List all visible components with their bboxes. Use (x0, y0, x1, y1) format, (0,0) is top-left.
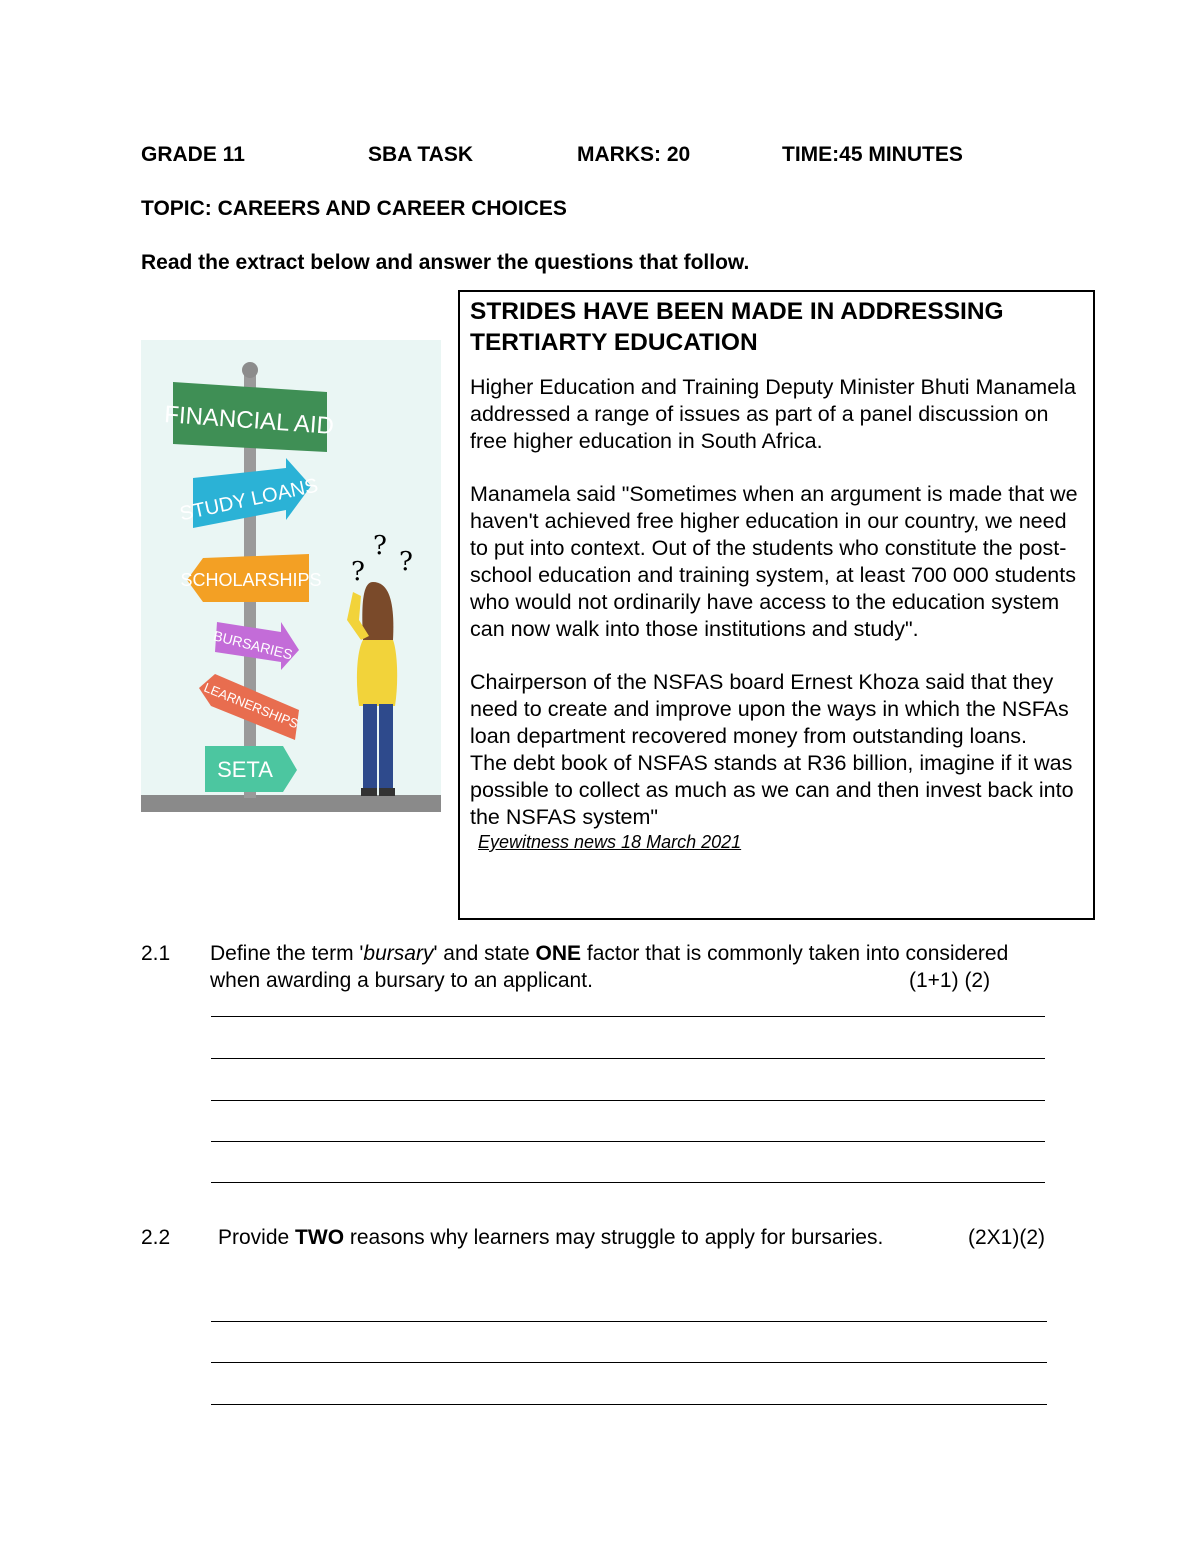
question-marks: (2X1)(2) (968, 1226, 1046, 1249)
sign-text: FINANCIAL AID (163, 401, 335, 440)
question-2-2-text (218, 1224, 978, 1251)
grade-label: GRADE 11 (141, 143, 245, 166)
answer-line[interactable] (211, 1404, 1047, 1405)
signpost-illustration (141, 340, 441, 812)
marks-label: MARKS: 20 (577, 143, 691, 166)
article-source: Eyewitness news 18 March 2021 (478, 832, 742, 852)
question-mark-icon: ? (373, 531, 387, 561)
topic-heading: TOPIC: CAREERS AND CAREER CHOICES (141, 197, 567, 220)
article-paragraph: Higher Education and Training Deputy Minister Bhuti Manamela addressed a range of issues as part of a panel discussion on free higher education in South Africa. (470, 375, 1076, 453)
sign-seta (205, 746, 297, 792)
answer-line[interactable] (211, 1141, 1045, 1142)
question-marks: (1+1) (2) (909, 969, 991, 992)
sign-text: SCHOLARSHIPS (180, 570, 322, 590)
question-2-1-text (210, 940, 1010, 994)
question-italic-term: bursary (363, 942, 434, 965)
question-text-part: Provide (218, 1226, 296, 1249)
answer-line[interactable] (211, 1182, 1045, 1183)
right-shoe (379, 788, 395, 796)
question-text-part: factor that is commonly taken into considered when awarding a bursary to an applicant. (210, 942, 1009, 992)
answer-line[interactable] (211, 1016, 1045, 1017)
sign-text: BURSARIES (211, 627, 295, 663)
question-bold-term: TWO (295, 1226, 345, 1249)
pole-cap (242, 362, 258, 378)
ground (141, 795, 441, 812)
sign-financial-aid (163, 382, 334, 452)
article-extract (458, 290, 1095, 920)
question-bold-term: ONE (535, 942, 582, 965)
question-text-part: Define the term ' (210, 942, 364, 965)
sign-text: SETA (217, 757, 273, 782)
question-text-part: reasons why learners may struggle to apply for bursaries. (344, 1226, 884, 1249)
article-headline: STRIDES HAVE BEEN MADE IN ADDRESSING TERTIARTY EDUCATION (470, 298, 1004, 356)
answer-line[interactable] (211, 1321, 1047, 1322)
article-paragraph: Chairperson of the NSFAS board Ernest Khoza said that they need to create and improve upon the ways in which the NSFAs loan department recovered money from outstanding loans. (470, 670, 1069, 748)
article-paragraph: Manamela said "Sometimes when an argument is made that we haven't achieved free higher education in our country, we need to put into context. Out of the students who constitute the post- school education and training system, at least 700 000 students who would not ordinarily have access to the education system can now walk into those institutions and study". (470, 482, 1078, 641)
question-text-part: ' and state (433, 942, 536, 965)
sign-text: STUDY LOANS (177, 474, 321, 526)
answer-line[interactable] (211, 1362, 1047, 1363)
answer-line[interactable] (211, 1100, 1045, 1101)
question-mark-icon: ? (351, 557, 365, 587)
instruction-text: Read the extract below and answer the questions that follow. (141, 251, 750, 274)
left-leg (363, 704, 377, 790)
question-number: 2.2 (141, 1226, 171, 1249)
question-mark-icon: ? (399, 547, 413, 577)
left-shoe (361, 788, 377, 796)
answer-line[interactable] (211, 1058, 1045, 1059)
right-leg (379, 704, 393, 790)
article-paragraph: The debt book of NSFAS stands at R36 billion, imagine if it was possible to collect as much as we can and then invest back into the NSFAS system" (470, 751, 1074, 829)
sign-text: LEARNERSHIPS (201, 679, 301, 732)
question-number: 2.1 (141, 942, 171, 965)
sign-scholarships (180, 554, 321, 602)
task-label: SBA TASK (368, 143, 473, 166)
time-label: TIME:45 MINUTES (782, 143, 963, 166)
sweater (357, 640, 397, 706)
